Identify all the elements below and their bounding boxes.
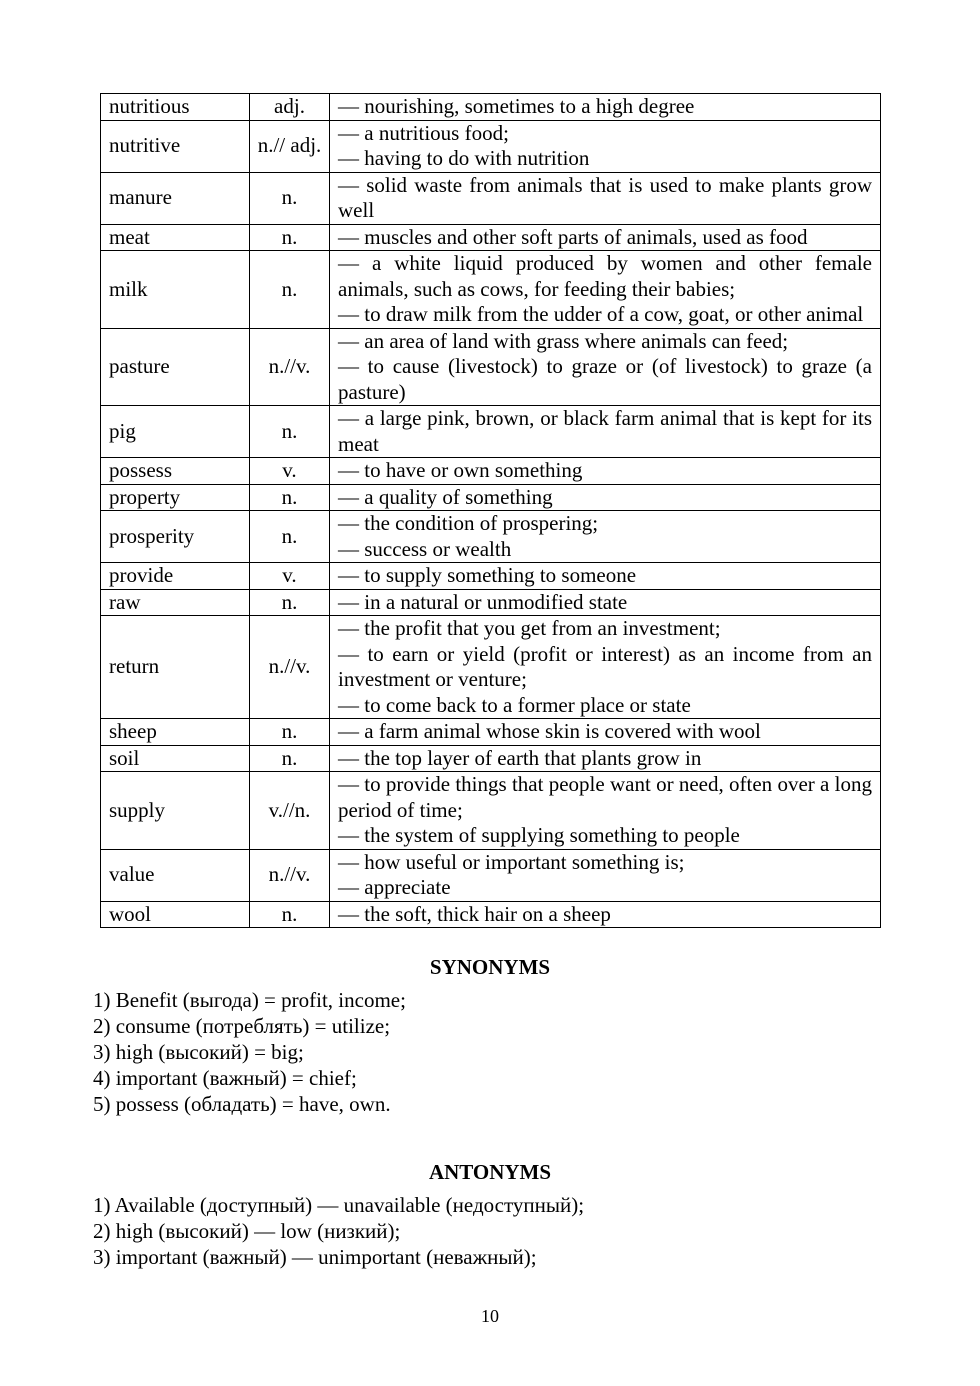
definition-line: — the condition of prospering;	[338, 511, 599, 535]
definition-line: — to earn or yield (profit or interest) as an income from an investment or venture;	[338, 641, 872, 691]
vocab-word: possess	[101, 458, 250, 485]
definition-line: — having to do with nutrition	[338, 146, 590, 170]
synonyms-list	[93, 987, 406, 1117]
vocab-definition	[330, 563, 881, 590]
vocab-row	[101, 94, 881, 121]
definition-line: — appreciate	[338, 875, 451, 899]
definition-line: — a large pink, brown, or black farm animal that is kept for its meat	[338, 406, 872, 456]
vocab-word: meat	[101, 224, 250, 251]
vocab-word: nutritious	[101, 94, 250, 121]
vocab-row	[101, 120, 881, 172]
definition-line: — the top layer of earth that plants grow in	[338, 745, 702, 770]
vocab-definition	[330, 172, 881, 224]
definition-line: — muscles and other soft parts of animals, used as food	[338, 224, 808, 249]
synonyms-heading: SYNONYMS	[429, 955, 551, 979]
vocab-word: value	[101, 849, 250, 901]
vocab-definition	[330, 719, 881, 746]
vocab-definition	[330, 94, 881, 121]
definition-line: — to have or own something	[338, 458, 583, 482]
vocab-row	[101, 719, 881, 746]
vocab-word: pasture	[101, 328, 250, 406]
vocab-part-of-speech: n.	[250, 172, 330, 224]
definition-line: — the profit that you get from an investment;	[338, 616, 721, 640]
definition-line: — in a natural or unmodified state	[338, 589, 628, 614]
vocab-row	[101, 458, 881, 485]
antonyms-list	[93, 1192, 584, 1270]
definition-line: — the soft, thick hair on a sheep	[338, 901, 611, 926]
definition-line: — a white liquid produced by women and other female animals, such as cows, for feeding their babies;	[338, 251, 872, 301]
vocab-definition	[330, 406, 881, 458]
vocab-part-of-speech: n.	[250, 901, 330, 928]
vocab-word: nutritive	[101, 120, 250, 172]
definition-line: — to come back to a former place or state	[338, 692, 691, 717]
vocab-part-of-speech: n.//v.	[250, 328, 330, 406]
vocab-word: raw	[101, 589, 250, 616]
vocab-word: prosperity	[101, 511, 250, 563]
synonym-item: 1) Benefit (выгода) = profit, income;	[93, 988, 406, 1012]
vocab-definition	[330, 849, 881, 901]
vocab-definition	[330, 224, 881, 251]
definition-line: — a nutritious food;	[338, 120, 509, 145]
definition-line: — success or wealth	[338, 536, 512, 561]
vocab-part-of-speech: v.	[250, 458, 330, 485]
vocab-part-of-speech: v.	[250, 563, 330, 590]
definition-line: — nourishing, sometimes to a high degree	[338, 94, 695, 118]
vocab-part-of-speech: n.//v.	[250, 616, 330, 719]
antonym-item: 1) Available (доступный) — unavailable (недоступный);	[93, 1193, 585, 1217]
vocab-definition	[330, 745, 881, 772]
vocab-definition	[330, 511, 881, 563]
synonym-item: 2) consume (потреблять) = utilize;	[93, 1014, 391, 1038]
vocab-row	[101, 745, 881, 772]
definition-line: — to provide things that people want or need, often over a long period of time;	[338, 772, 872, 822]
vocab-definition	[330, 458, 881, 485]
vocab-part-of-speech: n.// adj.	[250, 120, 330, 172]
vocab-definition	[330, 772, 881, 850]
vocabulary-table-body	[101, 94, 881, 928]
vocab-word: milk	[101, 251, 250, 329]
vocab-part-of-speech: n.	[250, 251, 330, 329]
synonym-item: 3) high (высокий) = big;	[93, 1040, 304, 1064]
definition-line: — to draw milk from the udder of a cow, goat, or other animal	[338, 302, 864, 326]
definition-line: — an area of land with grass where animals can feed;	[338, 328, 789, 353]
vocab-row	[101, 484, 881, 511]
vocab-part-of-speech: n.	[250, 484, 330, 511]
vocab-definition	[330, 589, 881, 616]
definition-line: — a quality of something	[338, 484, 553, 509]
vocab-word: property	[101, 484, 250, 511]
vocab-word: wool	[101, 901, 250, 928]
vocab-row	[101, 172, 881, 224]
vocab-row	[101, 589, 881, 616]
vocab-word: provide	[101, 563, 250, 590]
vocab-word: sheep	[101, 719, 250, 746]
synonym-item: 4) important (важный) = chief;	[93, 1066, 357, 1090]
antonym-item: 2) high (высокий) — low (низкий);	[93, 1219, 401, 1243]
definition-line: — a farm animal whose skin is covered with wool	[338, 719, 761, 743]
vocab-definition	[330, 616, 881, 719]
vocab-part-of-speech: n.	[250, 719, 330, 746]
vocab-word: pig	[101, 406, 250, 458]
vocab-word: supply	[101, 772, 250, 850]
definition-line: — to supply something to someone	[338, 563, 637, 587]
vocab-row	[101, 224, 881, 251]
vocab-part-of-speech: v.//n.	[250, 772, 330, 850]
vocab-row	[101, 251, 881, 329]
vocab-part-of-speech: n.	[250, 406, 330, 458]
vocab-definition	[330, 251, 881, 329]
vocab-row	[101, 616, 881, 719]
vocab-definition	[330, 328, 881, 406]
definition-line: — solid waste from animals that is used to make plants grow well	[338, 172, 872, 222]
vocab-part-of-speech: n.	[250, 589, 330, 616]
vocab-part-of-speech: n.	[250, 511, 330, 563]
definition-line: — how useful or important something is;	[338, 849, 685, 874]
vocab-part-of-speech: n.	[250, 224, 330, 251]
definition-line: — the system of supplying something to people	[338, 823, 740, 847]
vocab-definition	[330, 484, 881, 511]
page-number: 10	[481, 1306, 499, 1326]
vocab-row	[101, 511, 881, 563]
vocab-row	[101, 406, 881, 458]
vocab-part-of-speech: n.	[250, 745, 330, 772]
vocab-word: soil	[101, 745, 250, 772]
vocab-word: return	[101, 616, 250, 719]
vocab-definition	[330, 901, 881, 928]
vocab-row	[101, 901, 881, 928]
vocab-row	[101, 563, 881, 590]
definition-line: — to cause (livestock) to graze or (of livestock) to graze (a pasture)	[338, 354, 872, 404]
antonyms-heading: ANTONYMS	[428, 1160, 552, 1184]
synonym-item: 5) possess (обладать) = have, own.	[93, 1092, 391, 1116]
vocab-definition	[330, 120, 881, 172]
vocabulary-table	[100, 93, 881, 928]
vocab-row	[101, 772, 881, 850]
vocab-row	[101, 328, 881, 406]
vocab-word: manure	[101, 172, 250, 224]
vocab-part-of-speech: adj.	[250, 94, 330, 121]
antonym-item: 3) important (важный) — unimportant (неважный);	[93, 1245, 537, 1269]
vocab-part-of-speech: n.//v.	[250, 849, 330, 901]
vocab-row	[101, 849, 881, 901]
